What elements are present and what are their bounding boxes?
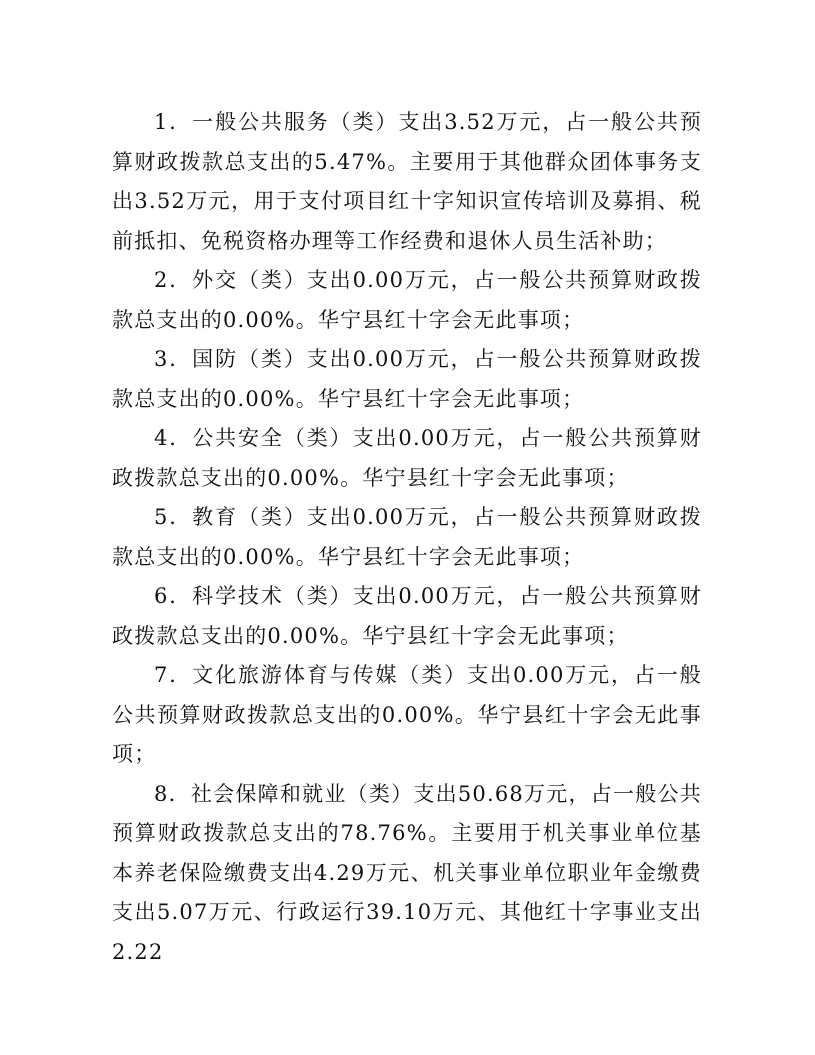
paragraph-education: 5．教育（类）支出0.00万元，占一般公共预算财政拨款总支出的0.00%。华宁县红十字会无此事项； — [112, 505, 702, 569]
paragraph-science-technology: 6．科学技术（类）支出0.00万元，占一般公共预算财政拨款总支出的0.00%。华宁县红十字会无此事项； — [112, 584, 702, 648]
paragraph-social-security-employment: 8．社会保障和就业（类）支出50.68万元，占一般公共预算财政拨款总支出的78.76%。主要用于机关事业单位基本养老保险缴费支出4.29万元、机关事业单位职业年金缴费支出5.07万元、行政运行39.10万元、其他红十字事业支出2.22 — [112, 781, 702, 964]
paragraph-culture-tourism-sports-media: 7．文化旅游体育与传媒（类）支出0.00万元，占一般公共预算财政拨款总支出的0.00%。华宁县红十字会无此事项； — [112, 663, 702, 766]
paragraph-public-security: 4．公共安全（类）支出0.00万元，占一般公共预算财政拨款总支出的0.00%。华宁县红十字会无此事项； — [112, 426, 702, 490]
paragraph-national-defense: 3．国防（类）支出0.00万元，占一般公共预算财政拨款总支出的0.00%。华宁县红十字会无此事项； — [112, 347, 702, 411]
paragraph-foreign-affairs: 2．外交（类）支出0.00万元，占一般公共预算财政拨款总支出的0.00%。华宁县红十字会无此事项； — [112, 268, 702, 332]
paragraph-general-public-services: 1．一般公共服务（类）支出3.52万元，占一般公共预算财政拨款总支出的5.47%。主要用于其他群众团体事务支出3.52万元，用于支付项目红十字知识宣传培训及募捐、税前抵扣、免税资格办理等工作经费和退休人员生活补助； — [112, 110, 702, 253]
document-body — [112, 103, 702, 972]
